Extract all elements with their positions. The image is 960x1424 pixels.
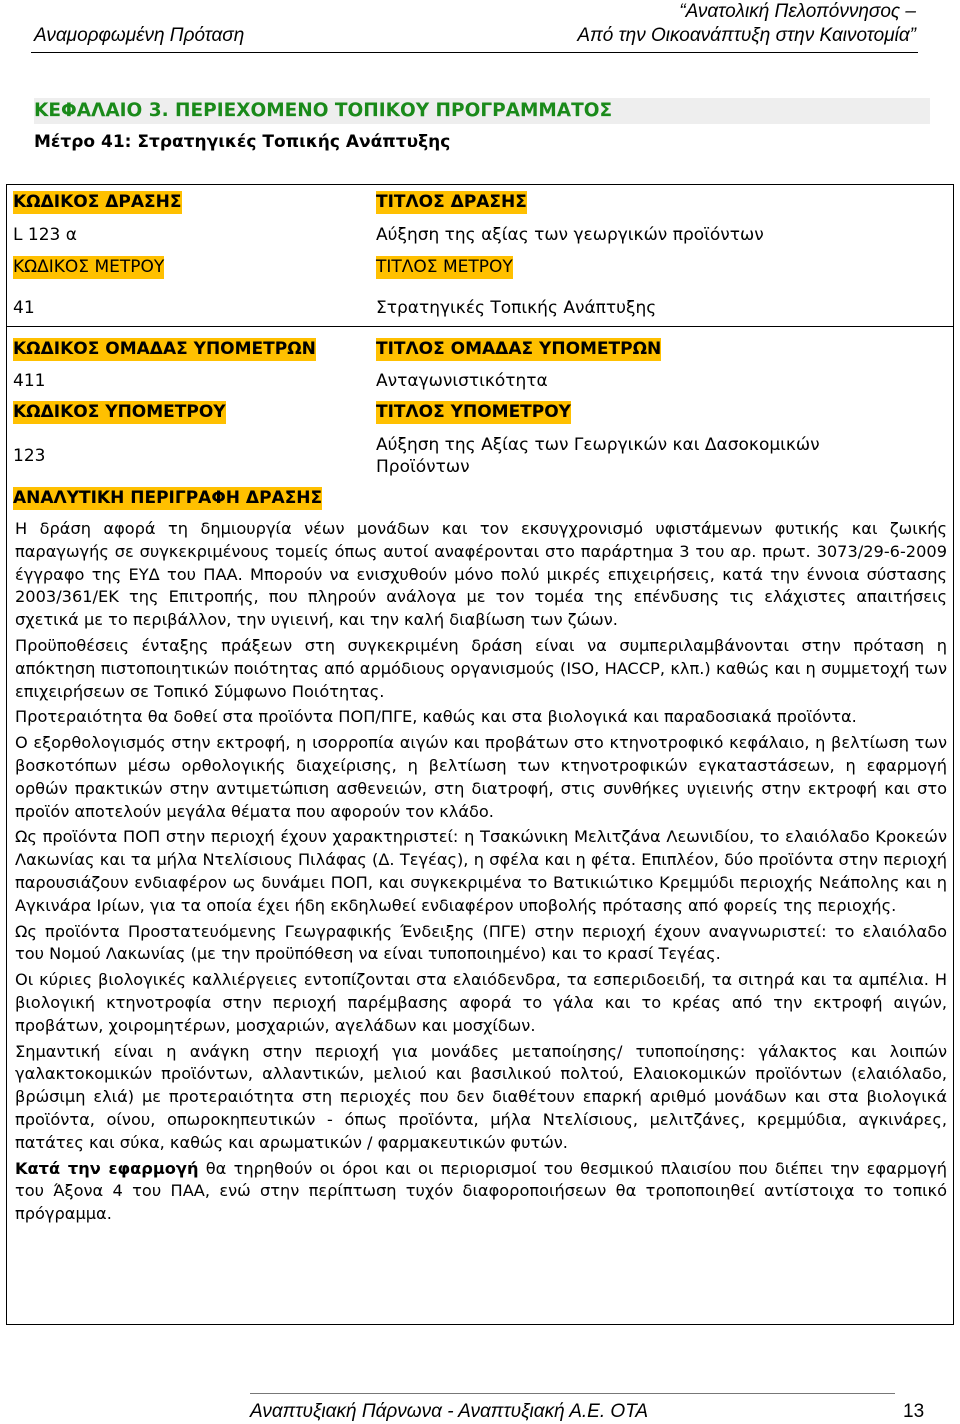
description-paragraph-final <box>15 1158 947 1226</box>
header-right-line2: Από την Οικοανάπτυξη στην Καινοτομία” <box>577 25 916 46</box>
description-paragraph: Προϋποθέσεις ένταξης πράξεων στη συγκεκριμένη δράση είναι να συμπεριλαμβάνονται στην πρόταση η απόκτηση πιστοποιητικών ποιότητας από αρμόδιους οργανισμούς (ISO, HACCP, κλπ.) καθώς και η συμμετοχή των επιχειρήσεων σε Τοπικό Σύμφωνο Ποιότητας. <box>15 635 947 701</box>
group-title: Ανταγωνιστικότητα <box>376 371 548 391</box>
action-title-label: ΤΙΤΛΟΣ ΔΡΑΣΗΣ <box>376 192 527 212</box>
description-paragraph: Ως προϊόντα Προστατευόμενης Γεωγραφικής Ένδειξης (ΠΓΕ) στην περιοχή έχουν αναγνωριστεί: το ελαιόλαδο του Νομού Λακωνίας (με την προϋπόθεση να είναι τυποποιημένο) και το κρασί Τεγέας. <box>15 921 947 964</box>
page-number: 13 <box>903 1401 925 1422</box>
action-table <box>6 184 954 1325</box>
description-label: ΑΝΑΛΥΤΙΚΗ ΠΕΡΙΓΡΑΦΗ ΔΡΑΣΗΣ <box>13 488 323 508</box>
measure-title: Μέτρο 41: Στρατηγικές Τοπικής Ανάπτυξης <box>34 132 451 152</box>
header-left-text: Αναμορφωμένη Πρόταση <box>34 25 245 46</box>
description-paragraph: Ως προϊόντα ΠΟΠ στην περιοχή έχουν χαρακτηριστεί: η Τσακώνικη Μελιτζάνα Λεωνιδίου, το ελαιόλαδο Κροκεών Λακωνίας και τα μήλα Ντελίσιους Πιλάφας (Δ. Τεγέας), η σφέλα και η φέτα. Επιπλέον, δύο προϊόντα στην περιοχή παρουσιάζουν ενδιαφέρον ως δυνάμει ΠΟΠ, και συγκεκριμένα το Βατικιώτικο Κρεμμύδι περιοχής Νεάπολης και η Αγκινάρα Ιρίων, για τα οποία έχει ήδη εκδηλωθεί ενδιαφέρον υποβολής πρότασης από φορείς της περιοχής. <box>15 827 947 915</box>
group-code-label: ΚΩΔΙΚΟΣ ΟΜΑΔΑΣ ΥΠΟΜΕΤΡΩΝ <box>13 339 316 359</box>
submeasure-title <box>376 434 820 478</box>
description-paragraph: Σημαντική είναι η ανάγκη στην περιοχή για μονάδες μεταποίησης/ τυποποίησης: γάλακτος και λοιπών γαλακτοκομικών προϊόντων, αλλαντικών, μελιού και βασιλικού πολτού, Ελαιοκομικών προϊόντων (ελαιόλαδο, βρώσιμη ελιά) με προτεραιότητα στη περιοχές που δεν διαθέτουν επαρκή αριθμό μονάδων και στα βιολογικά προϊόντα, οίνου, οπωροκηπευτικών - όπως προϊόντα, μήλα Ντελίσιους, μελιτζάνες, κρεμμύδια, αγκινάρες, πατάτες και σύκα, καθώς και αρωματικών / φαρμακευτικών φυτών. <box>15 1041 947 1152</box>
measure-code-label: ΚΩΔΙΚΟΣ ΜΕΤΡΟΥ <box>13 257 165 277</box>
implementation-text: θα τηρηθούν οι όροι και οι περιορισμοί του θεσμικού πλαισίου που διέπει την εφαρμογή του Άξονα 4 του ΠΑΑ, ενώ στην περίπτωση τυχόν διαφοροποιήσεων θα τροποποιηθεί αντίστοιχα το τοπικό πρόγραμμα. <box>15 1158 947 1224</box>
description-paragraph: Ο εξορθολογισμός στην εκτροφή, η ισορροπία αιγών και προβάτων στο κτηνοτροφικό κεφάλαιο, η βελτίωση των βοσκοτόπων μέσω ορθολογικής διαχείρισης, η βελτίωση των κτηνοτροφικών εγκαταστάσεων, η εφαρμογή ορθών πρακτικών στην αντιμετώπιση ασθενειών, στη διατροφή, στις συνθήκες υγιεινής στην εκτροφή και στο προϊόν αποτελούν μεγάλα θέματα που αφορούν τον κλάδο. <box>15 733 947 821</box>
submeasure-code-label: ΚΩΔΙΚΟΣ ΥΠΟΜΕΤΡΟΥ <box>13 402 226 422</box>
action-code: L 123 α <box>13 225 77 245</box>
measure-code: 41 <box>13 298 35 318</box>
submeasure-title-label: ΤΙΤΛΟΣ ΥΠΟΜΕΤΡΟΥ <box>376 402 571 422</box>
chapter-title: ΚΕΦΑΛΑΙΟ 3. ΠΕΡΙΕΧΟΜΕΝΟ ΤΟΠΙΚΟΥ ΠΡΟΓΡΑΜΜΑΤΟΣ <box>34 98 930 124</box>
description-paragraph: Οι κύριες βιολογικές καλλιέργειες εντοπίζονται στα ελαιόδενδρα, τα εσπεριδοειδή, τα σιτηρά και τα αμπέλια. Η βιολογική κτηνοτροφία στην περιοχή παρέμβασης αφορά το γάλα και το κρέας από την εκτροφή αιγών, προβάτων, χοιρομητέρων, μοσχαριών, αγελάδων και μοσχίδων. <box>15 970 947 1035</box>
header-right-line1: “Ανατολική Πελοπόννησος – <box>679 1 916 22</box>
description-body <box>15 518 947 1229</box>
header-divider <box>31 52 918 53</box>
description-paragraph: Προτεραιότητα θα δοθεί στα προϊόντα ΠΟΠ/ΠΓΕ, καθώς και στα βιολογικά και παραδοσιακά προϊόντα. <box>15 707 857 727</box>
action-title: Αύξηση της αξίας των γεωργικών προϊόντων <box>376 225 764 245</box>
header-left <box>34 0 244 48</box>
submeasure-title-line2: Προϊόντων <box>376 457 470 477</box>
table-divider <box>7 326 953 327</box>
measure-title-label: ΤΙΤΛΟΣ ΜΕΤΡΟΥ <box>376 257 513 277</box>
header-right <box>577 0 916 48</box>
footer-text: Αναπτυξιακή Πάρνωνα - Αναπτυξιακή Α.Ε. ΟΤΑ <box>250 1401 649 1422</box>
submeasure-code: 123 <box>13 446 46 466</box>
footer-divider <box>250 1393 895 1394</box>
implementation-bold: Κατά την εφαρμογή <box>15 1158 199 1178</box>
submeasure-title-line1: Αύξηση της Αξίας των Γεωργικών και Δασοκομικών <box>376 435 820 455</box>
description-paragraph: Η δράση αφορά τη δημιουργία νέων μονάδων και τον εκσυγχρονισμό υφιστάμενων φυτικής και ζωικής παραγωγής σε συγκεκριμένους τομείς όπως αυτοί αναφέρονται στο παράρτημα 3 του αρ. πρωτ. 3073/29-6-2009 έγγραφο της ΕΥΔ του ΠΑΑ. Μπορούν να ενισχυθούν μόνο πολύ μικρές επιχειρήσεις, κατά την έννοια σύστασης 2003/361/ΕΚ της Επιτροπής, που πληρούν ανάλογα με τον τομέα της επένδυσης τις ελάχιστες απαιτήσεις σχετικά με το περιβάλλον, την υγιεινή, και την καλή διαβίωση των ζώων. <box>15 519 947 630</box>
measure-title-value: Στρατηγικές Τοπικής Ανάπτυξης <box>376 298 657 318</box>
group-code: 411 <box>13 371 46 391</box>
action-code-label: ΚΩΔΙΚΟΣ ΔΡΑΣΗΣ <box>13 192 182 212</box>
group-title-label: ΤΙΤΛΟΣ ΟΜΑΔΑΣ ΥΠΟΜΕΤΡΩΝ <box>376 339 662 359</box>
